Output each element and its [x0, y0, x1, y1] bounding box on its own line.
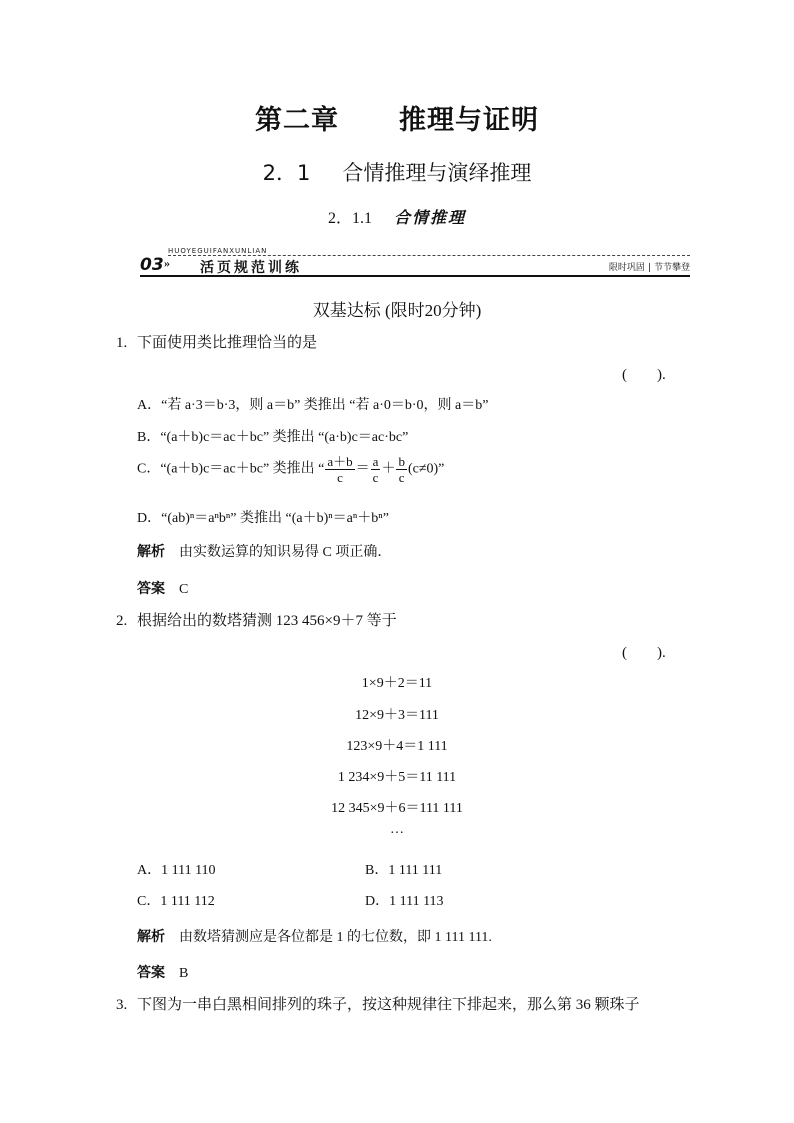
q2-option-d: D．1 111 113 — [365, 894, 444, 909]
analysis-label: 解析 — [137, 929, 165, 945]
banner-pinyin: HUOYEGUIFANXUNLIAN — [168, 247, 268, 255]
banner-title: 活页规范训练 — [200, 260, 302, 276]
q1-answer — [137, 578, 188, 598]
answer-value: C — [179, 582, 189, 597]
q1-option-d: D．“(ab)ⁿ＝aⁿbⁿ” 类推出 “(a＋b)ⁿ＝aⁿ＋bⁿ” — [137, 511, 389, 526]
q2-answer — [137, 962, 188, 982]
fraction-denominator: c — [398, 470, 405, 485]
q1-option-a: A．“若 a·3＝b·3，则 a＝b” 类推出 “若 a·0＝b·0，则 a＝b” — [137, 398, 489, 413]
part-title: 双基达标 (限时20分钟) — [312, 301, 482, 320]
banner-top-divider — [168, 255, 690, 256]
banner-right-1: 限时巩固 — [608, 263, 645, 273]
q3-number: 3. — [116, 997, 128, 1013]
equals-sign: ＝ — [355, 461, 370, 477]
analysis-text: 由数塔猜测应是各位都是 1 的七位数，即 1 111 111. — [179, 930, 492, 945]
banner-badge: 03 — [140, 255, 164, 275]
fraction-numerator: b — [398, 454, 405, 469]
double-chevron-icon: » — [164, 256, 170, 270]
q2-number: 2. — [116, 613, 128, 629]
q1-option-c-suffix: (c≠0)” — [407, 461, 445, 477]
banner-right-2: 节节攀登 — [653, 263, 690, 273]
practice-banner — [140, 247, 690, 277]
q2-analysis — [137, 926, 492, 946]
section-number: 2．1 — [262, 161, 311, 185]
q1-answer-blank: ( ). — [622, 367, 666, 383]
fraction-numerator: a — [372, 454, 379, 469]
banner-separator: | — [647, 263, 651, 273]
banner-bottom-divider — [140, 275, 690, 277]
banner-right-text — [609, 260, 690, 273]
fraction — [396, 454, 407, 485]
q2-stem: 根据给出的数塔猜测 123 456×9＋7 等于 — [137, 613, 397, 629]
fraction-denominator: c — [337, 470, 343, 485]
q1-stem-line — [116, 331, 317, 352]
q2-option-b: B．1 111 111 — [365, 863, 443, 878]
analysis-text: 由实数运算的知识易得 C 项正确． — [179, 545, 392, 560]
q1-option-c-prefix: C．“(a＋b)c＝ac＋bc” 类推出 “ — [137, 461, 325, 477]
tower-line: 1×9＋2＝11 — [361, 676, 433, 691]
q2-stem-line — [116, 609, 397, 630]
subsection-number: 2．1.1 — [327, 210, 372, 227]
tower-line: 1 234×9＋5＝11 111 — [337, 770, 457, 785]
subsection-title: 合情推理 — [394, 208, 467, 227]
q3-stem: 下图为一串白黑相间排列的珠子，按这种规律往下排起来，那么第 36 颗珠子 — [137, 997, 640, 1013]
tower-ellipsis: … — [390, 822, 404, 837]
subsection-heading — [0, 205, 794, 228]
chapter-number: 第二章 — [255, 105, 339, 136]
section-heading — [0, 157, 794, 187]
q1-option-b: B．“(a＋b)c＝ac＋bc” 类推出 “(a·b)c＝ac·bc” — [137, 430, 409, 445]
chapter-title: 推理与证明 — [399, 105, 539, 136]
answer-label: 答案 — [137, 581, 165, 597]
q2-option-c: C．1 111 112 — [137, 894, 215, 909]
answer-label: 答案 — [137, 965, 165, 981]
analysis-label: 解析 — [137, 544, 165, 560]
tower-line: 12×9＋3＝111 — [355, 708, 439, 723]
fraction-denominator: c — [372, 470, 379, 485]
answer-value: B — [179, 966, 189, 981]
fraction — [371, 454, 381, 485]
fraction — [325, 454, 354, 485]
section-title: 合情推理与演绎推理 — [342, 161, 532, 185]
q1-option-c — [137, 454, 444, 485]
chapter-heading — [0, 98, 794, 137]
q3-stem-line — [116, 993, 640, 1014]
q2-answer-blank: ( ). — [622, 645, 666, 661]
fraction-numerator: a＋b — [327, 454, 353, 469]
tower-line: 12 345×9＋6＝111 111 — [331, 801, 463, 816]
tower-line: 123×9＋4＝1 111 — [346, 739, 448, 754]
q1-number: 1. — [116, 335, 128, 351]
q1-analysis — [137, 541, 391, 561]
q2-option-a: A．1 111 110 — [137, 863, 216, 878]
q1-stem: 下面使用类比推理恰当的是 — [137, 335, 318, 351]
plus-sign: ＋ — [381, 461, 396, 477]
